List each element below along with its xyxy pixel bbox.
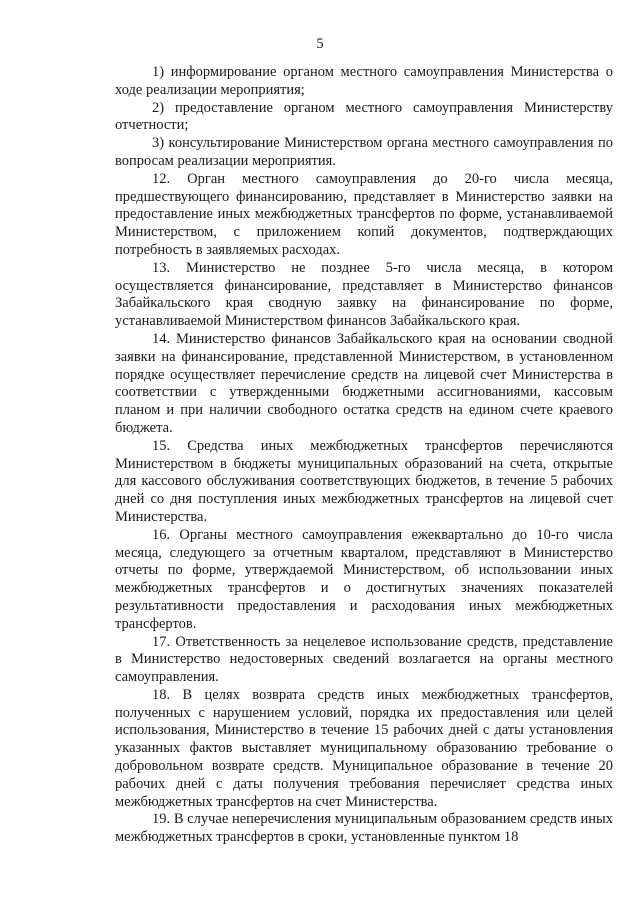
paragraph-16: 16. Органы местного самоуправления ежеквартально до 10-го числа месяца, следующего за отчетным кварталом, представляют в Министерство отчеты по форме, утверждаемой Министерством, об использовании иных межбюджетных трансфертов и о достигнутых значениях показателей результативности предоставления и расходования иных межбюджетных трансфертов. <box>115 526 613 632</box>
paragraph-14: 14. Министерство финансов Забайкальского края на основании сводной заявки на финансирование, представленной Министерством, в установленном порядке осуществляет перечисление средств на лицевой счет Министерства в соответствии с утвержденными бюджетными ассигнованиями, кассовым планом и при наличии свободного остатка средств на едином счете краевого бюджета. <box>115 330 613 436</box>
paragraph-15: 15. Средства иных межбюджетных трансфертов перечисляются Министерством в бюджеты муниципальных образований на счета, открытые для кассового обслуживания соответствующих бюджетов, в течение 5 рабочих дней со дня поступления иных межбюджетных трансфертов на лицевой счет Министерства. <box>115 437 613 525</box>
paragraph-13: 13. Министерство не позднее 5-го числа месяца, в котором осуществляется финансирование, представляет в Министерство финансов Забайкальского края сводную заявку на финансирование по форме, устанавливаемой Министерством финансов Забайкальского края. <box>115 259 613 330</box>
paragraph-item-2: 2) предоставление органом местного самоуправления Министерству отчетности; <box>115 99 613 134</box>
paragraph-18: 18. В целях возврата средств иных межбюджетных трансфертов, полученных с нарушением условий, порядка их предоставления или целей использования, Министерство в течение 15 рабочих дней с даты установления указанных фактов выставляет муниципальному образованию требование о добровольном возврате средств. Муниципальное образование в течение 20 рабочих дней с даты получения требования перечисляет средства иных межбюджетных трансфертов на счет Министерства. <box>115 686 613 810</box>
paragraph-12: 12. Орган местного самоуправления до 20-го числа месяца, предшествующего финансированию, представляет в Министерство заявки на предоставление иных межбюджетных трансфертов по форме, устанавливаемой Министерством, с приложением копий документов, подтверждающих потребность в заявляемых расходах. <box>115 170 613 258</box>
paragraph-item-3: 3) консультирование Министерством органа местного самоуправления по вопросам реализации мероприятия. <box>115 135 613 169</box>
paragraph-17: 17. Ответственность за нецелевое использование средств, представление в Министерство недостоверных сведений возлагается на органы местного самоуправления. <box>115 633 613 686</box>
document-body <box>115 64 613 847</box>
paragraph-item-1: 1) информирование органом местного самоуправления Министерства о ходе реализации мероприятия; <box>115 64 613 98</box>
page-number: 5 <box>316 36 324 52</box>
paragraph-19: 19. В случае неперечисления муниципальным образованием средств иных межбюджетных трансфертов в сроки, установленные пунктом 18 <box>115 811 613 846</box>
